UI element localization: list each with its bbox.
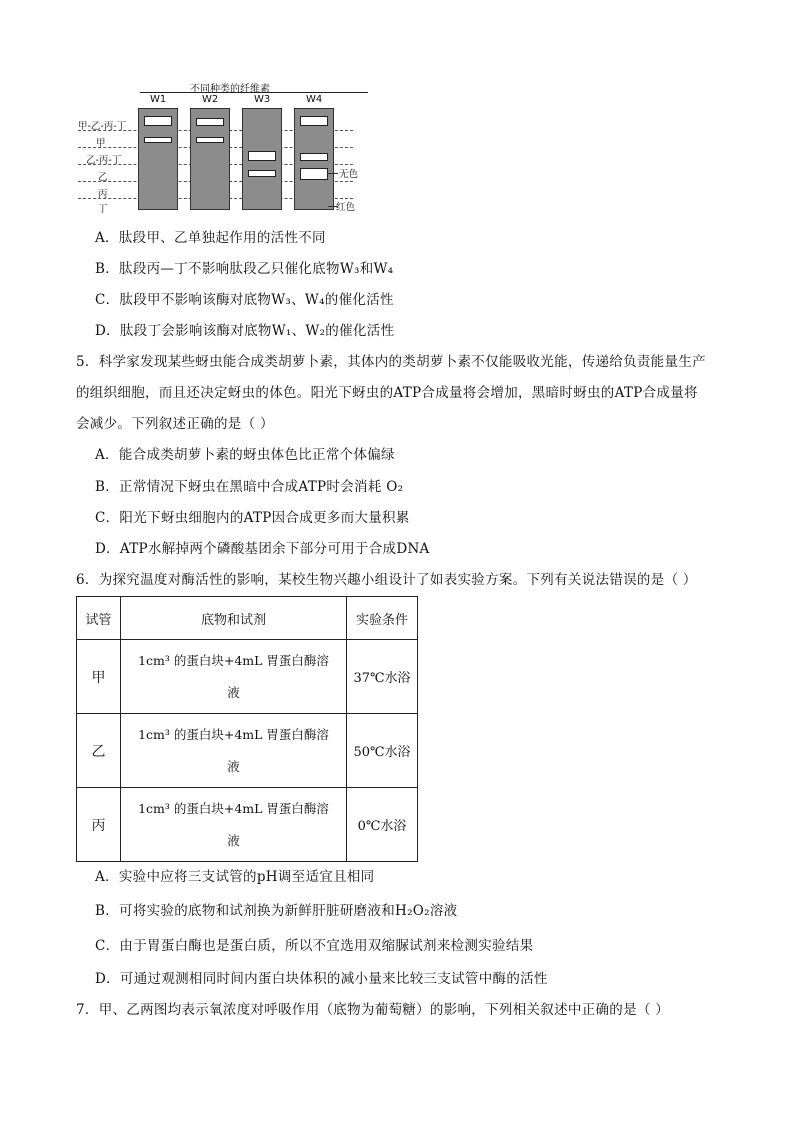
gel-column-w3 [242,108,282,210]
q5-stem-line3: 会减少。下列叙述正确的是（ ） [76,416,274,432]
column-label-w4-text: W4 [306,94,323,105]
q6-option-c: C．由于胃蛋白酶也是蛋白质，所以不宜选用双缩脲试剂来检测实验结果 [95,938,534,954]
band [300,116,328,126]
cell-tube: 乙 [77,714,121,788]
q6-option-b: B．可将实验的底物和试剂换为新鲜肝脏研磨液和H₂O₂溶液 [95,903,458,919]
figure-title: 不同种类的纤维素 [190,84,270,95]
q6-option-a: A．实验中应将三支试管的pH调至适宜且相同 [95,869,375,885]
table-row [77,788,418,862]
band [300,168,328,180]
cell-condition: 37℃水浴 [347,640,418,714]
q5-option-b: B．正常情况下蚜虫在黑暗中合成ATP时会消耗 O₂ [95,479,404,495]
column-label-w1-text: W1 [150,94,167,105]
cell-reagent [121,640,347,714]
cellulose-figure [78,80,378,220]
cell-reagent [121,788,347,862]
band [300,153,328,161]
cell-reagent-line2: 液 [227,832,240,848]
cell-reagent-line2: 液 [227,758,240,774]
pointer-line [328,173,338,174]
band [196,137,224,143]
q5-stem-line1: 5．科学家发现某些蚜虫能合成类胡萝卜素，其体内的类胡萝卜素不仅能吸收光能，传递给负责能量生产 [76,354,706,370]
q7-stem: 7．甲、乙两图均表示氧浓度对呼吸作用（底物为葡萄糖）的影响，下列相关叙述中正确的是（ ） [76,1002,670,1018]
column-label-w3 [254,94,270,105]
column-label-w2-text: W2 [202,94,219,105]
cell-reagent [121,714,347,788]
experiment-table [76,596,418,862]
cell-reagent-line1: 1cm³ 的蛋白块+4mL 胃蛋白酶溶 [138,652,329,668]
column-label-w4 [306,94,322,105]
header-tube: 试管 [77,597,121,640]
column-label-w3-text: W3 [254,94,271,105]
cell-tube: 甲 [77,640,121,714]
table-row [77,640,418,714]
gel-column-w2 [190,108,230,210]
band [144,137,172,143]
q4-option-c: C．肽段甲不影响该酶对底物W₃、W₄的催化活性 [95,292,394,308]
cell-reagent-line1: 1cm³ 的蛋白块+4mL 胃蛋白酶溶 [138,800,329,816]
band [144,116,172,126]
header-reagent: 底物和试剂 [121,597,347,640]
column-label-w2 [202,94,218,105]
q4-option-a: A．肽段甲、乙单独起作用的活性不同 [95,230,326,246]
row-label: 丙 [98,189,108,200]
band [248,170,276,177]
figure-top-line [140,92,368,93]
cell-condition: 50℃水浴 [347,714,418,788]
header-condition: 实验条件 [347,597,418,640]
table-header-row [77,597,418,640]
cell-reagent-line2: 液 [227,684,240,700]
cell-tube: 丙 [77,788,121,862]
row-label: 甲-乙-丙-丁 [78,121,127,132]
table-row [77,714,418,788]
q6-option-d: D．可通过观测相同时间内蛋白块体积的减小量来比较三支试管中酶的活性 [95,971,548,987]
q6-stem: 6．为探究温度对酶活性的影响，某校生物兴趣小组设计了如表实验方案。下列有关说法错误的是（ ） [76,572,697,588]
gel-column-w4 [294,108,334,210]
q4-option-b: B．肽段丙—丁不影响肽段乙只催化底物W₃和W₄ [95,261,394,277]
band [196,118,224,126]
column-label-w1 [150,94,166,105]
q4-option-d: D．肽段丁会影响该酶对底物W₁、W₂的催化活性 [95,323,395,339]
row-label: 丁 [98,204,108,215]
band [248,151,276,161]
side-label-colorless: 无色 [339,169,359,180]
gel-column-w1 [138,108,178,210]
cell-condition: 0℃水浴 [347,788,418,862]
cell-reagent-line1: 1cm³ 的蛋白块+4mL 胃蛋白酶溶 [138,726,329,742]
q5-option-c: C．阳光下蚜虫细胞内的ATP因合成更多而大量积累 [95,510,410,526]
row-label: 乙-丙-丁 [86,155,122,166]
row-label: 甲 [96,138,106,149]
q5-stem-line2: 的组织细胞，而且还决定蚜虫的体色。阳光下蚜虫的ATP合成量将会增加，黑暗时蚜虫的ATP合成量将 [76,385,698,401]
side-label-red: 红色 [336,202,356,213]
row-label: 乙 [98,172,108,183]
q5-option-a: A．能合成类胡萝卜素的蚜虫体色比正常个体偏绿 [95,447,395,463]
q5-option-d: D．ATP水解掉两个磷酸基团余下部分可用于合成DNA [95,541,430,557]
